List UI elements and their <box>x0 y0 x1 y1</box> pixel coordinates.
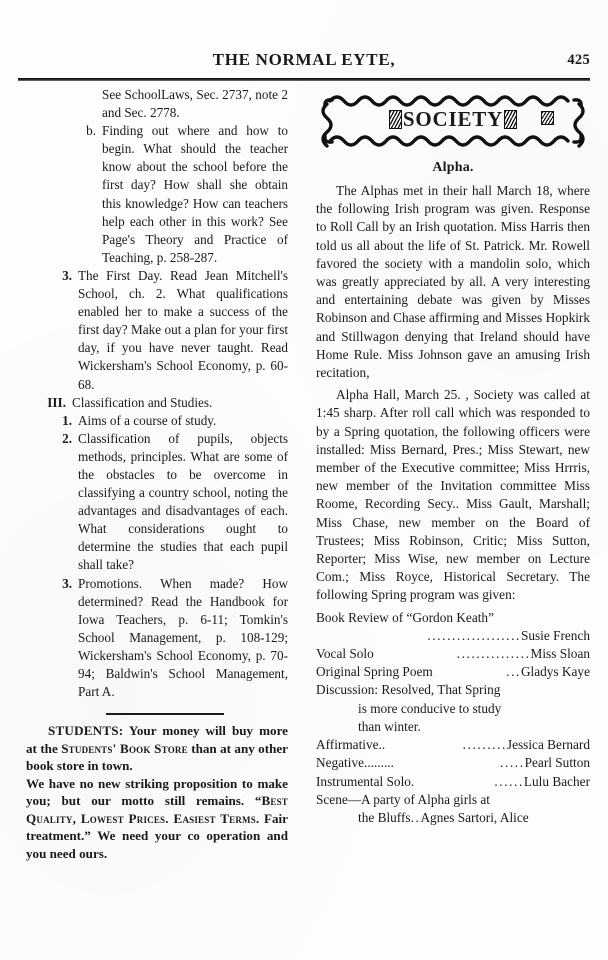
outline-marker: 3. <box>62 267 72 283</box>
program-row <box>316 645 590 663</box>
printers-block-ornament-icon <box>389 110 402 129</box>
outline-item-1-aims <box>26 412 288 430</box>
program-subline: is more conducive to study <box>358 700 502 716</box>
program-item: Discussion: Resolved, That Spring <box>316 682 501 698</box>
outline-text: Aims of a course of study. <box>78 412 217 428</box>
society-report-body <box>316 182 590 605</box>
outline-item-b <box>26 122 288 267</box>
program-row <box>316 681 590 699</box>
program-item: the Bluffs <box>358 809 411 825</box>
program-item: Book Review of “Gordon Keath” <box>316 609 494 625</box>
ad-text-b: than at any other book store in town. <box>26 740 288 773</box>
outline-item-III-classification <box>26 394 288 412</box>
program-performer: Agnes Sartori, Alice <box>420 809 529 825</box>
society-subheading: Alpha. <box>432 160 474 175</box>
outline-continuation: See SchoolLaws, Sec. 2737, note 2 and Sec. 2778. <box>102 87 288 121</box>
students-book-store-advertisement <box>26 722 288 862</box>
society-banner <box>316 90 590 152</box>
program-row <box>358 809 590 827</box>
program-item: Scene—A party of Alpha girls at <box>316 791 490 807</box>
publication-title: THE NORMAL EYTE, <box>212 50 396 69</box>
ad-motto-part-1: Best Quality, Lowest Prices. Easiest Terms. <box>26 793 288 826</box>
outline-text: Promotions. When made? How determined? Read the Handbook for Iowa Teachers, p. 6-11; Tomkin's School Management, p. 108-129; Wickersham's School Economy, p. 70-94; Baldwin's School Management, Part A. <box>78 575 288 700</box>
outline-text: Finding out where and how to begin. What should the teacher know about the school before the first day? How shall she obtain this knowledge? How can teachers help each other in this work? See Page's Theory and Practice of Teaching, p. 258-287. <box>102 123 288 265</box>
ad-text-a: Your money will buy more at the <box>26 723 288 756</box>
page-number: 425 <box>567 52 590 68</box>
program-performer: Miss Sloan <box>530 646 590 662</box>
program-row <box>316 791 590 809</box>
program-leader-dots: .. <box>410 809 421 825</box>
program-row <box>316 736 590 754</box>
program-row <box>316 663 590 681</box>
ad-store-name: Students' Book Store <box>61 740 188 756</box>
outline-item-3-promotions <box>26 575 288 702</box>
outline-marker: III. <box>47 394 66 410</box>
two-column-body <box>0 86 608 958</box>
printers-block-ornament-icon <box>504 110 517 129</box>
program-leader-dots: ......... <box>462 737 507 753</box>
outline-marker: b. <box>86 123 96 139</box>
outline-item-3-first-day <box>26 267 288 394</box>
left-column <box>26 86 288 958</box>
program-leader-dots: ..... <box>500 755 525 771</box>
ad-motto-part-2: Fair treatment.” <box>26 810 288 844</box>
ad-paragraph-2 <box>26 775 288 862</box>
program-leader-dots: ...... <box>494 773 524 789</box>
society-paragraph: Alpha Hall, March 25. , Society was called at 1:45 sharp. After roll call which was responded to by a Spring quotation, the following officers were installed: Miss Bernard, Pres.; Miss Stewart, new member of the Executive committee; Miss Hrrris, new member of the Invitation committee Miss Roome, Recording Secy.. Miss Gault, Marshall; Miss Chase, new member on the Board of Trustees; Miss Robinson, Critic; Miss Sutton, Reporter; Miss Wise, new member on Lecture Com.; Miss Royce, Historical Secretary. The following Spring program was given: <box>316 387 590 603</box>
outline-text: Classification of pupils, objects methods, principles. What are some of the obstacles to be overcome in classifying a country school, noting the advantages and disadvantages of each. What considerations ought to determine the studies that each pupil shall take? <box>78 430 288 573</box>
program-item: Negative......... <box>316 755 394 771</box>
society-label: SOCIETY <box>402 107 504 131</box>
advertisement-divider-rule <box>106 713 224 715</box>
running-head <box>0 50 608 76</box>
header-divider-rule <box>18 78 590 81</box>
program-performer: Pearl Sutton <box>524 755 590 771</box>
right-column <box>316 86 590 958</box>
spring-program-list <box>316 609 590 827</box>
program-subline: than winter. <box>358 718 421 734</box>
program-item: Instrumental Solo. <box>316 773 415 789</box>
program-item: Affirmative.. <box>316 737 386 753</box>
program-row <box>316 627 590 645</box>
program-performer: Susie French <box>520 627 590 643</box>
program-performer: Jessica Bernard <box>506 737 590 753</box>
program-item: Original Spring Poem <box>316 664 433 680</box>
ad-text-c: We have no new striking proposition to make you; but our motto still remains. “ <box>26 775 288 809</box>
outline-marker: 1. <box>62 412 72 428</box>
program-row <box>316 609 590 627</box>
program-leader-dots: ... <box>506 664 521 680</box>
outline-text: Classification and Studies. <box>72 394 213 410</box>
ad-paragraph-1 <box>26 722 288 774</box>
program-item: Vocal Solo <box>316 646 374 662</box>
course-outline-list <box>26 86 288 701</box>
program-row <box>316 773 590 791</box>
program-row <box>316 754 590 772</box>
outline-text: The First Day. Read Jean Mitchell's School, ch. 2. What qualifications enabled her to make a success of the first day? Make out a plan for your first day, if you have never taught. Read Wickersham's School Economy, p. 60-68. <box>78 267 288 392</box>
ad-lead-label: STUDENTS: <box>48 723 124 739</box>
outline-marker: 2. <box>62 430 72 446</box>
program-performer: Lulu Bacher <box>523 773 590 789</box>
outline-marker: 3. <box>62 575 72 591</box>
program-leader-dots: ................... <box>427 627 521 643</box>
ad-text-d: We need your co operation and you need ours. <box>26 828 288 861</box>
program-performer: Gladys Kaye <box>520 664 590 680</box>
printers-block-ornament-right-icon <box>541 111 554 125</box>
program-leader-dots: ............... <box>456 646 531 662</box>
society-paragraph: The Alphas met in their hall March 18, where the following Irish program was given. Response to Roll Call by an Irish quotation. Miss Harris then told us all about the life of St. Patrick. Mr. Rowell favored the society with a mandolin solo, which was greatly appreciated by all. A very interesting and entertaining debate was given by Misses Robinson and Chase affirming and Misses Hopkirk and Stillwagon denying that Ireland should have Home Rule. Miss Johnson gave an amusing Irish recitation, <box>316 183 590 381</box>
outline-item-2-classification-pupils <box>26 430 288 575</box>
